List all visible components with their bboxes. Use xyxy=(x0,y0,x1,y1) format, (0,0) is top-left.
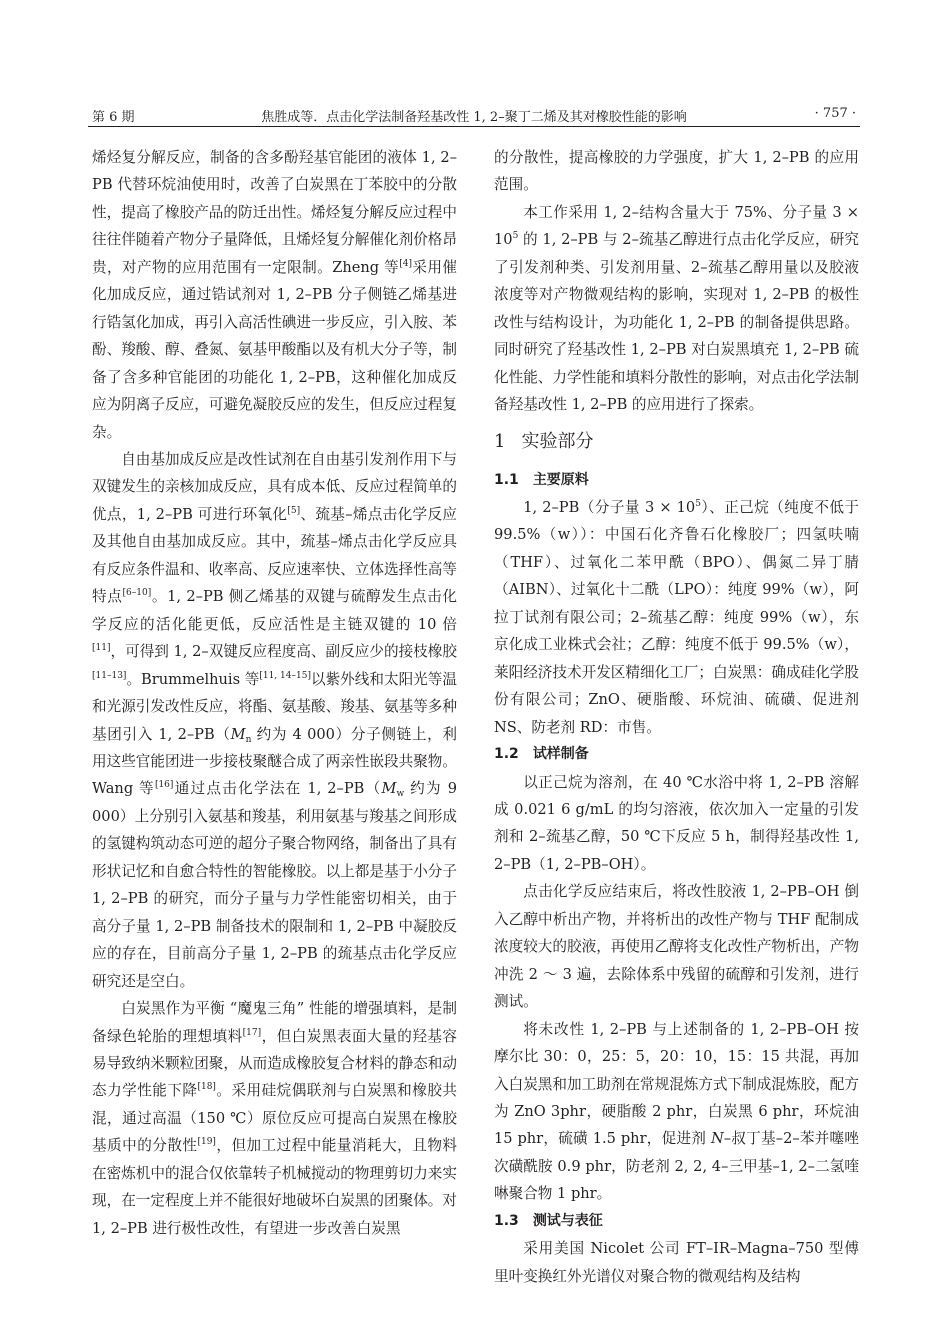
section-heading-experimental: 1 实验部分 xyxy=(494,430,594,452)
citation: [4] xyxy=(399,258,412,269)
citation: [11, 14–15] xyxy=(259,670,311,681)
left-column xyxy=(92,144,457,1242)
citation: [19] xyxy=(197,1137,216,1148)
page-number: · 757 · xyxy=(814,106,856,121)
paragraph-silica-filler: 白炭黑作为平衡 “魔鬼三角” 性能的增强填料，是制备绿色轮胎的理想填料[17]，但白炭黑表面大量的羟基容易导致纳米颗粒团聚，从而造成橡胶复合材料的静态和动态力学性能下降[18]。采用硅烷偶联剂与白炭黑和橡胶共混，通过高温（150 ℃）原位反应可提高白炭黑在橡胶基质中的分散性[19]，但加工过程中能量消耗大，且物料在密炼机中的混合仅依靠转子机械搅动的物理剪切力来实现，在一定程度上并不能很好地破坏白炭黑的团聚体。对 1, 2–PB 进行极性改性，有望进一步改善白炭黑 xyxy=(92,1000,457,1237)
running-title: 焦胜成等．点击化学法制备羟基改性 1, 2–聚丁二烯及其对橡胶性能的影响 xyxy=(261,110,687,125)
citation: [6–10] xyxy=(122,588,152,599)
paragraph-materials: 1, 2–PB（分子量 $3 \times 10^5$）、正己烷（纯度不低于 99.5%（w））：中国石化齐鲁石化橡胶厂；四氢呋喃（THF）、过氧化二苯甲酰（BPO）、偶氮二异丁腈（AIBN）、过氧化十二酰（LPO）：纯度 99%（w），阿拉丁试剂有限公司；2–巯基乙醇：纯度 99%（w），东京化成工业株式会社；乙醇：纯度不低于 99.5%（w），莱阳经济技术开发区精细化工厂；白炭黑：确成硅化学股份有限公司；ZnO、硬脂酸、环烷油、硫磺、促进剂 NS、防老剂 RD：市售。 xyxy=(494,498,859,736)
running-header xyxy=(88,104,860,127)
subsection-heading-materials: 1.1 主要原料 xyxy=(494,471,589,488)
citation: [11–13] xyxy=(92,670,127,681)
paragraph-purification: 点击化学反应结束后，将改性胶液 1, 2–PB–OH 倒入乙醇中析出产物，并将析出的改性产物与 THF 配制成浓度较大的胶液，再使用乙醇将支化改性产物析出，产物冲洗 2 ～ 3 遍，去除体系中残留的硫醇和引发剂，进行测试。 xyxy=(494,883,859,1011)
paragraph-radical-addition: 自由基加成反应是改性试剂在自由基引发剂作用下与双键发生的亲核加成反应，具有成本低、反应过程简单的优点，1, 2–PB 可进行环氧化[5]、巯基–烯点击化学反应及其他自由基加成反应。其中，巯基–烯点击化学反应具有反应条件温和、收率高、反应速率快、立体选择性高等特点[6–10]。1, 2–PB 侧乙烯基的双键与硫醇发生点击化学反应的活化能更低，反应活性是主链双键的 10 倍[11]，可得到 1, 2–双键反应程度高、副反应少的接枝橡胶[11–13]。Brummelhuis 等[11, 14–15]以紫外线和太阳光等温和光源引发改性反应，将酯、氨基酸、羧基、氨基等多种基团引入 1, $2-PB(M_n$ 约为 4 000）分子侧链上，利用这些官能团进一步接枝聚醚合成了两亲性嵌段共聚物。Wang 等[16]通过点击化学法在 1, $2-PB(M_w$ 约为 9 000）上分别引入氨基和羧基，利用氨基与羧基之间形成的氢键构筑动态可逆的超分子聚合物网络，制备出了具有形状记忆和自愈合特性的智能橡胶。以上都是基于小分子 1, 2–PB 的研究，而分子量与力学性能密切相关，由于高分子量 1, 2–PB 制备技术的限制和 1, 2–PB 中凝胶反应的存在，目前高分子量 1, 2–PB 的巯基点击化学反应研究还是空白。 xyxy=(92,450,458,990)
right-column xyxy=(494,144,859,1290)
paragraph-olefin-metathesis: 烯烃复分解反应，制备的含多酚羟基官能团的液体 1, 2–PB 代替环烷油使用时，改善了白炭黑在丁苯胶中的分散性，提高了橡胶产品的防迁出性。烯烃复分解反应过程中往往伴随着产物分子量降低，且烯烃复分解催化剂价格昂贵，对产物的应用范围有一定限制。Zheng 等[4]采用催化加成反应，通过锆试剂对 1, 2–PB 分子侧链乙烯基进行锆氢化加成，再引入高活性碘进一步反应，引入胺、苯酚、羧酸、醇、叠氮、氨基甲酸酯以及有机大分子等，制备了含多种官能团的功能化 1, 2–PB，这种催化加成反应为阴离子反应，可避免凝胶反应的发生，但反应过程复杂。 xyxy=(92,149,457,441)
paragraph-compounding: 将未改性 1, 2–PB 与上述制备的 1, 2–PB–OH 按摩尔比 30：0，25：5，20：10，15：15 共混，再加入白炭黑和加工助剂在常规混炼方式下制成混炼胶，配方为 ZnO 3phr，硬脂酸 2 phr，白炭黑 6 phr，环烷油 15 phr，硫磺 1.5 phr，促进剂 N–叔丁基–2–苯并噻唑次磺酰胺 0.9 phr，防老剂 2, 2, 4–三甲基–1, 2–二氢喹啉聚合物 1 phr。 xyxy=(494,1020,859,1203)
citation: [5] xyxy=(287,505,301,516)
paragraph-this-work: 本工作采用 1, 2–结构含量大于 75%、分子量 $3 \times 10^5$ 的 1, 2–PB 与 2–巯基乙醇进行点击化学反应，研究了引发剂种类、引发剂用量、2–巯基乙醇用量以及胶液浓度等对产物微观结构的影响，实现对 1, 2–PB 的极性改性与结构设计，为功能化 1, 2–PB 的制备提供思路。同时研究了羟基改性 1, 2–PB 对白炭黑填充 1, 2–PB 硫化性能、力学性能和填料分散性的影响，对点击化学法制备羟基改性 1, 2–PB 的应用进行了探索。 xyxy=(494,203,859,414)
paragraph-ftir: 采用美国 Nicolet 公司 FT–IR–Magna–750 型傅里叶变换红外光谱仪对聚合物的微观结构及结构 xyxy=(494,1240,859,1285)
citation: [16] xyxy=(154,780,174,791)
citation: [17] xyxy=(242,1027,262,1038)
subsection-heading-sample-prep: 1.2 试样制备 xyxy=(494,746,589,763)
citation: [18] xyxy=(197,1082,216,1093)
issue-number: 第 6 期 xyxy=(92,110,135,125)
paragraph-continuation: 的分散性，提高橡胶的力学强度，扩大 1, 2–PB 的应用范围。 xyxy=(494,149,859,194)
paragraph-sample-prep: 以正己烷为溶剂，在 40 ℃水浴中将 1, 2–PB 溶解成 0.021 6 g/mL 的均匀溶液，依次加入一定量的引发剂和 2–巯基乙醇，50 ℃下反应 5 h，制得羟基改性 1, 2–PB（1, 2–PB–OH）。 xyxy=(494,773,859,873)
subsection-heading-characterization: 1.3 测试与表征 xyxy=(494,1212,603,1229)
citation: [11] xyxy=(92,643,111,654)
